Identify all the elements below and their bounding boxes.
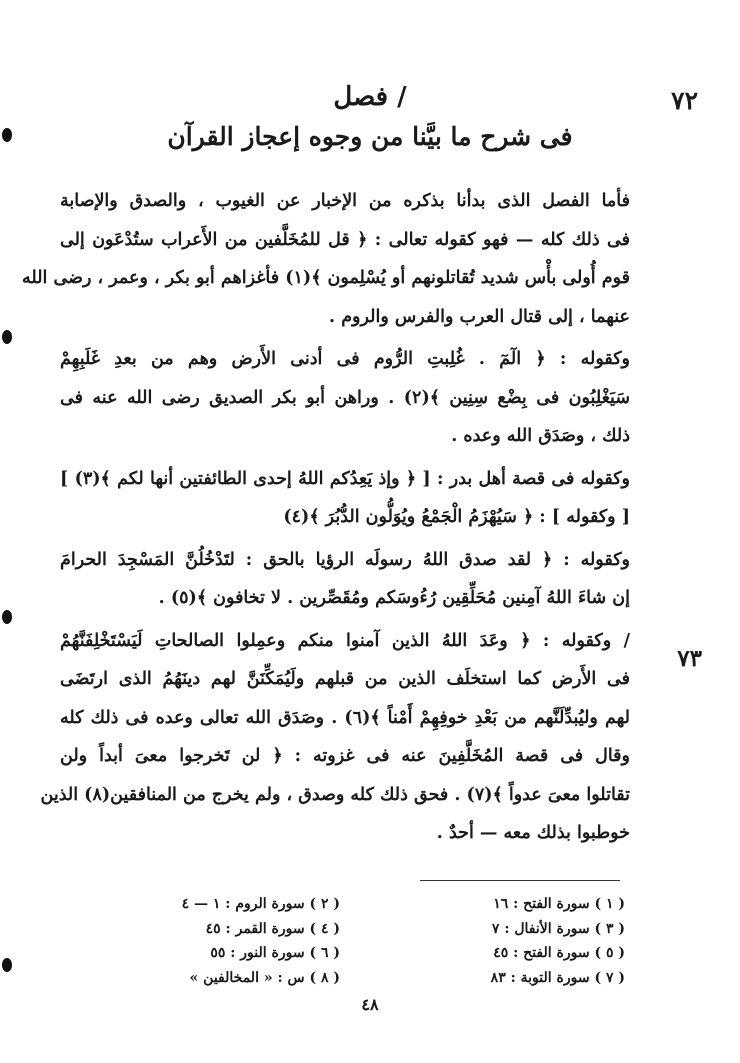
text-line: سَيَغْلِبُون فى بِضْع سِنِين ﴾(٢) . وراهن أبو بكر الصديق رضى الله عنه فى (60, 387, 630, 408)
footnotes-left-column (150, 892, 340, 990)
text-line: عنهما ، إلى قتال العرب والفرس والروم . (329, 306, 630, 327)
text-line: خوطبوا بذلك معه — أحدٌ . (436, 823, 630, 843)
text-line: إن شاءَ اللهُ آمِنين مُحَلِّقِين رُءُوسَكم ومُقَصِّرين . لا تخافون ﴾(٥) . (158, 588, 630, 608)
text-line: وقال فى قصة المُخَلَّفِينَ عنه فى غزوته : ﴿ لن تَخرجوا معىَ أبداً ولن (60, 746, 630, 766)
text-line: وكقوله : ﴿ الٓمٓ . غُلِبتِ الرُّوم فى أدنى الأَرض وهم من بعدِ غَلَبِهِمْ (60, 349, 630, 369)
footnote: ( ٦ ) سورة النور : ٥٥ (210, 945, 340, 961)
text-line: لهم وليُبدِّلَنَّهم من بَعْدِ خوفِهِمْ أَمْناً ﴾(٦) . وصَدَق الله تعالى وعده فى ذلك كله (60, 707, 630, 728)
text-line: فى الأَرض كما استخلَف الذين من قبلهم ولَيُمَكِّنَنَّ لهم دينَهُمُ الذى ارتَضَى (60, 669, 630, 689)
footnote: ( ٢ ) سورة الروم : ١ — ٤ (181, 896, 340, 912)
scan-mark (2, 958, 12, 972)
section-heading: / فصل (333, 82, 407, 112)
text-line: وكقوله فى قصة أهل بدر : [ ﴿ وإذ يَعِدُكم اللهُ إحدى الطائفتين أنها لكم ﴾(٣) ] (60, 468, 631, 489)
text-line: قوم أُولى بأْس شديد تُقاتلونهم أو يُسْلِمون ﴾(١) فأغزاهم أبو بكر ، وعمر ، رضى الله (22, 268, 630, 288)
scan-mark (2, 610, 12, 624)
text-line: تقاتلوا معىَ عدواً ﴾(٧) . فحق ذلك كله وصدق ، ولم يخرج من المنافقين(٨) الذين (40, 784, 630, 805)
footnote: ( ١ ) سورة الفتح : ١٦ (493, 896, 625, 912)
footnote: ( ٨ ) س : « المخالفين » (189, 969, 340, 986)
body-text (22, 182, 631, 853)
footnote: ( ٧ ) سورة التوبة : ٨٣ (490, 969, 625, 986)
footnote: ( ٣ ) سورة الأنفال : ٧ (491, 920, 625, 937)
text-line: فأما الفصل الذى بدأنا بذكره من الإخبار عن الغيوب ، والصدق والإصابة (60, 191, 630, 211)
page-footer-number: ٤٨ (361, 995, 379, 1014)
footnote: ( ٤ ) سورة القمر : ٤٥ (205, 920, 340, 937)
footnote-divider (420, 880, 620, 881)
scan-mark (2, 128, 12, 142)
page-number-top: ٧٢ (671, 86, 698, 115)
text-line: فى ذلك كله — فهو كقوله تعالى : ﴿ قل للمُخَلَّفين من الأَعراب ستُدْعَون إلى (60, 229, 630, 250)
text-line: / وكقوله : ﴿ وعَدَ اللهُ الذين آمنوا منكم وعمِلوا الصالحاتِ لَيَسْتَخْلِفَنَّهُمْ (60, 630, 630, 651)
text-line: [ وكقوله ] : ﴿ سَيُهْزَمُ الْجَمْعُ ويُوَلُّون الدُّبُرَ ﴾(٤) (283, 507, 630, 527)
margin-page-number: ٧٣ (677, 645, 702, 672)
text-line: وكقوله : ﴿ لقد صدق اللهُ رسولَه الرؤيا بالحق : لتَدْخُلُنَّ المَسْجِدَ الحرامَ (60, 549, 630, 570)
footnotes-right-column (435, 892, 625, 990)
scan-mark (2, 330, 12, 344)
text-line: ذلك ، وصَدَق الله وعده . (451, 426, 630, 446)
chapter-title: فى شرح ما بيَّنا من وجوه إعجاز القرآن (167, 122, 573, 151)
footnote: ( ٥ ) سورة الفتح : ٤٥ (493, 945, 625, 961)
